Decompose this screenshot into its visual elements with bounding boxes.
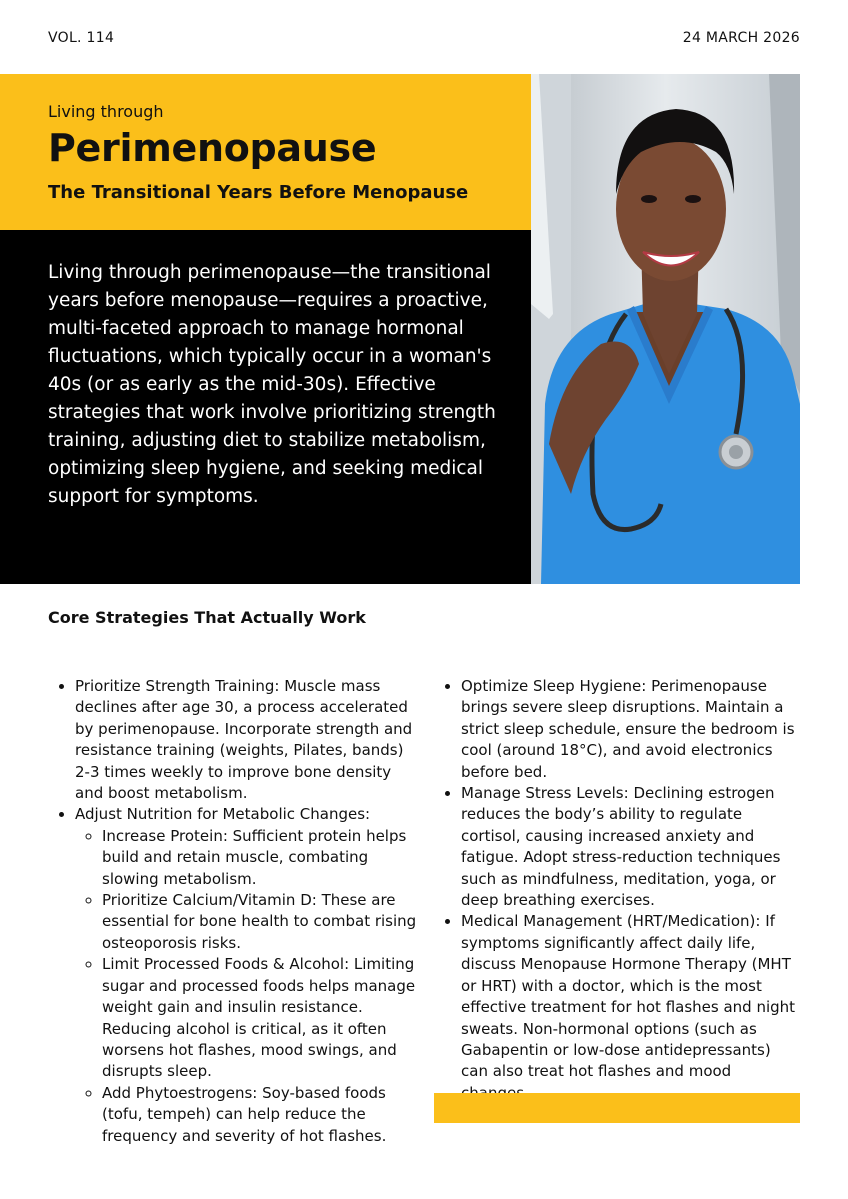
list-item: • Medical Management (HRT/Medication): If symptoms significantly affect daily life, discuss Menopause Hormone Therapy (MHT or HRT) with a doctor, which is the most effective treatment for hot flashes and night sweats. Non-hormonal options (such as Gabapentin or low-dose antidepressants) can also treat hot flashes and mood [461, 911, 798, 1104]
nutrition-sublist [75, 826, 422, 1147]
strategies-column-right [444, 676, 798, 1104]
section-heading: Core Strategies That Actually Work [48, 608, 366, 627]
sublist-item: ◦ Increase Protein: Sufficient protein helps build and retain muscle, combating slowing metabolism. [102, 826, 422, 890]
sublist-item: ◦ Add Phytoestrogens: Soy-based foods (tofu, tempeh) can help reduce the frequency and severity of hot flashes. [102, 1083, 422, 1147]
page-subtitle: The Transitional Years Before Menopause [48, 182, 469, 203]
strategy-list-left [58, 676, 422, 1147]
issue-date: 24 MARCH 2026 [682, 30, 800, 46]
lead-paragraph: Living through perimenopause—the transitional years before menopause—requires a proactive, multi-faceted approach to manage hormonal fluctuations, which typically occur in a woman's 40s (or as early as the mid-30s). Effective strategies that work involve prioritizing strength training, adjusting diet to stabilize metabolism, optimizing sleep hygiene, and seeking medical support for symptoms. [48, 262, 496, 507]
sublist-item: ◦ Limit Processed Foods & Alcohol: Limiting sugar and processed foods helps manage weight gain and insulin resistance. Reducing alcohol is critical, as it often worsens hot flashes, mood swings, and disrupts sleep. [102, 954, 422, 1082]
strategy-list-right [444, 676, 798, 1104]
sublist-item: ◦ Prioritize Calcium/Vitamin D: These are essential for bone health to combat rising osteoporosis risks. [102, 890, 422, 954]
list-item-label: Adjust Nutrition for Metabolic Changes: [75, 805, 371, 824]
page-title: Perimenopause [48, 126, 377, 170]
hero-kicker: Living through [48, 102, 164, 121]
accent-bar [434, 1093, 800, 1123]
strategies-column-left [58, 676, 422, 1147]
list-item: • Optimize Sleep Hygiene: Perimenopause brings severe sleep disruptions. Maintain a strict sleep schedule, ensure the bedroom is cool (around 18°C), and avoid electronics before bed. [461, 676, 798, 783]
list-item: • Prioritize Strength Training: Muscle mass declines after age 30, a process accelerated by perimenopause. Incorporate strength and resistance training (weights, Pilates, bands) 2-3 times weekly to improve bone density and boost metabolism. [75, 676, 422, 804]
volume-label: VOL. 114 [48, 30, 115, 46]
list-item: • Manage Stress Levels: Declining estrogen reduces the body’s ability to regulate cortisol, causing increased anxiety and fatigue. Adopt stress-reduction techniques such as mindfulness, meditation, yoga, or deep breathing exercises. [461, 783, 798, 911]
nurse-photo [531, 74, 800, 584]
list-item [75, 804, 422, 1147]
header-bar [48, 30, 800, 50]
